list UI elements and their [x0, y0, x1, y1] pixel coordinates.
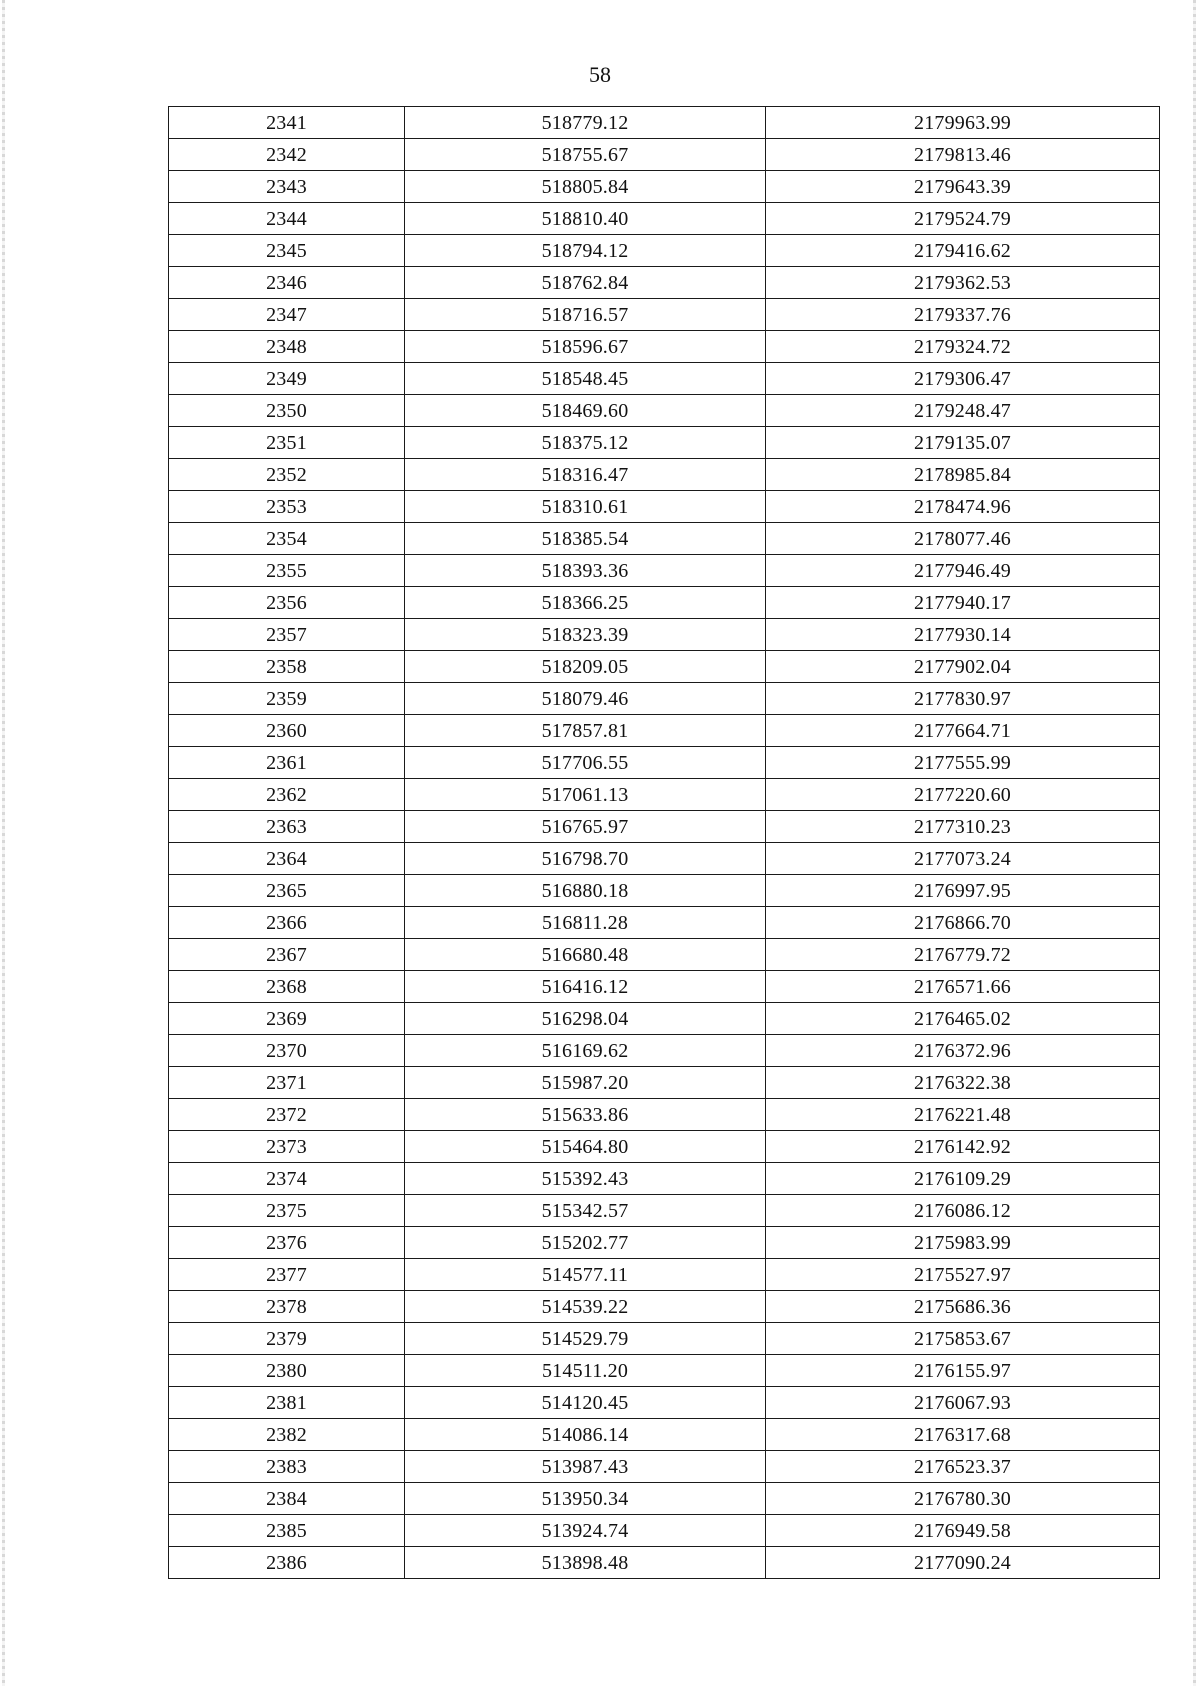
point-number-cell: 2342 [169, 139, 405, 171]
table-row [169, 459, 1160, 491]
table-row [169, 811, 1160, 843]
x-coordinate-cell: 513924.74 [405, 1515, 766, 1547]
point-number-cell: 2376 [169, 1227, 405, 1259]
x-coordinate-cell: 516798.70 [405, 843, 766, 875]
x-coordinate-cell: 518762.84 [405, 267, 766, 299]
y-coordinate-cell: 2176997.95 [766, 875, 1160, 907]
y-coordinate-cell: 2176866.70 [766, 907, 1160, 939]
y-coordinate-cell: 2175853.67 [766, 1323, 1160, 1355]
table-row [169, 1003, 1160, 1035]
x-coordinate-cell: 517706.55 [405, 747, 766, 779]
table-row [169, 1291, 1160, 1323]
y-coordinate-cell: 2179813.46 [766, 139, 1160, 171]
x-coordinate-cell: 518779.12 [405, 107, 766, 139]
table-row [169, 139, 1160, 171]
y-coordinate-cell: 2179337.76 [766, 299, 1160, 331]
point-number-cell: 2370 [169, 1035, 405, 1067]
table-row [169, 1547, 1160, 1579]
x-coordinate-cell: 518794.12 [405, 235, 766, 267]
x-coordinate-cell: 517857.81 [405, 715, 766, 747]
x-coordinate-cell: 514577.11 [405, 1259, 766, 1291]
y-coordinate-cell: 2177664.71 [766, 715, 1160, 747]
x-coordinate-cell: 516680.48 [405, 939, 766, 971]
point-number-cell: 2380 [169, 1355, 405, 1387]
x-coordinate-cell: 518323.39 [405, 619, 766, 651]
point-number-cell: 2345 [169, 235, 405, 267]
point-number-cell: 2381 [169, 1387, 405, 1419]
x-coordinate-cell: 518385.54 [405, 523, 766, 555]
y-coordinate-cell: 2176372.96 [766, 1035, 1160, 1067]
table-row [169, 267, 1160, 299]
x-coordinate-cell: 518079.46 [405, 683, 766, 715]
x-coordinate-cell: 516880.18 [405, 875, 766, 907]
table-row [169, 363, 1160, 395]
point-number-cell: 2354 [169, 523, 405, 555]
table-row [169, 1387, 1160, 1419]
x-coordinate-cell: 518596.67 [405, 331, 766, 363]
x-coordinate-cell: 514539.22 [405, 1291, 766, 1323]
point-number-cell: 2373 [169, 1131, 405, 1163]
y-coordinate-cell: 2179524.79 [766, 203, 1160, 235]
x-coordinate-cell: 514511.20 [405, 1355, 766, 1387]
table-row [169, 747, 1160, 779]
y-coordinate-cell: 2176109.29 [766, 1163, 1160, 1195]
x-coordinate-cell: 518375.12 [405, 427, 766, 459]
point-number-cell: 2385 [169, 1515, 405, 1547]
point-number-cell: 2352 [169, 459, 405, 491]
point-number-cell: 2349 [169, 363, 405, 395]
table-row [169, 587, 1160, 619]
y-coordinate-cell: 2176523.37 [766, 1451, 1160, 1483]
table-row [169, 555, 1160, 587]
y-coordinate-cell: 2177090.24 [766, 1547, 1160, 1579]
point-number-cell: 2384 [169, 1483, 405, 1515]
table-row [169, 1515, 1160, 1547]
point-number-cell: 2350 [169, 395, 405, 427]
x-coordinate-cell: 516416.12 [405, 971, 766, 1003]
y-coordinate-cell: 2176086.12 [766, 1195, 1160, 1227]
y-coordinate-cell: 2176155.97 [766, 1355, 1160, 1387]
table-row [169, 1483, 1160, 1515]
y-coordinate-cell: 2176317.68 [766, 1419, 1160, 1451]
table-body [169, 107, 1160, 1579]
x-coordinate-cell: 516811.28 [405, 907, 766, 939]
point-number-cell: 2341 [169, 107, 405, 139]
table-row [169, 1131, 1160, 1163]
table-row [169, 1259, 1160, 1291]
x-coordinate-cell: 513987.43 [405, 1451, 766, 1483]
table-row [169, 395, 1160, 427]
y-coordinate-cell: 2179324.72 [766, 331, 1160, 363]
x-coordinate-cell: 515342.57 [405, 1195, 766, 1227]
y-coordinate-cell: 2177830.97 [766, 683, 1160, 715]
scan-edge-left [2, 0, 5, 1686]
y-coordinate-cell: 2177940.17 [766, 587, 1160, 619]
table-row [169, 331, 1160, 363]
x-coordinate-cell: 514529.79 [405, 1323, 766, 1355]
point-number-cell: 2386 [169, 1547, 405, 1579]
x-coordinate-cell: 518209.05 [405, 651, 766, 683]
y-coordinate-cell: 2179643.39 [766, 171, 1160, 203]
x-coordinate-cell: 513950.34 [405, 1483, 766, 1515]
y-coordinate-cell: 2176322.38 [766, 1067, 1160, 1099]
point-number-cell: 2366 [169, 907, 405, 939]
table-row [169, 683, 1160, 715]
y-coordinate-cell: 2179362.53 [766, 267, 1160, 299]
y-coordinate-cell: 2179963.99 [766, 107, 1160, 139]
table-row [169, 523, 1160, 555]
table-row [169, 1451, 1160, 1483]
point-number-cell: 2351 [169, 427, 405, 459]
point-number-cell: 2374 [169, 1163, 405, 1195]
table-row [169, 491, 1160, 523]
point-number-cell: 2379 [169, 1323, 405, 1355]
x-coordinate-cell: 518366.25 [405, 587, 766, 619]
y-coordinate-cell: 2179416.62 [766, 235, 1160, 267]
page-number: 58 [589, 62, 611, 87]
point-number-cell: 2346 [169, 267, 405, 299]
point-number-cell: 2377 [169, 1259, 405, 1291]
point-number-cell: 2383 [169, 1451, 405, 1483]
table-row [169, 619, 1160, 651]
y-coordinate-cell: 2176142.92 [766, 1131, 1160, 1163]
point-number-cell: 2365 [169, 875, 405, 907]
y-coordinate-cell: 2176221.48 [766, 1099, 1160, 1131]
y-coordinate-cell: 2175527.97 [766, 1259, 1160, 1291]
point-number-cell: 2362 [169, 779, 405, 811]
table-row [169, 1099, 1160, 1131]
table-row [169, 1355, 1160, 1387]
y-coordinate-cell: 2177220.60 [766, 779, 1160, 811]
x-coordinate-cell: 518310.61 [405, 491, 766, 523]
table-row [169, 907, 1160, 939]
table-row [169, 651, 1160, 683]
x-coordinate-cell: 518805.84 [405, 171, 766, 203]
y-coordinate-cell: 2176067.93 [766, 1387, 1160, 1419]
point-number-cell: 2363 [169, 811, 405, 843]
point-number-cell: 2357 [169, 619, 405, 651]
x-coordinate-cell: 518393.36 [405, 555, 766, 587]
point-number-cell: 2356 [169, 587, 405, 619]
y-coordinate-cell: 2179248.47 [766, 395, 1160, 427]
table-row [169, 875, 1160, 907]
x-coordinate-cell: 515987.20 [405, 1067, 766, 1099]
y-coordinate-cell: 2176571.66 [766, 971, 1160, 1003]
point-number-cell: 2344 [169, 203, 405, 235]
table-row [169, 171, 1160, 203]
x-coordinate-cell: 516169.62 [405, 1035, 766, 1067]
point-number-cell: 2343 [169, 171, 405, 203]
coordinates-table-container [168, 106, 1159, 1579]
x-coordinate-cell: 514086.14 [405, 1419, 766, 1451]
y-coordinate-cell: 2175983.99 [766, 1227, 1160, 1259]
point-number-cell: 2378 [169, 1291, 405, 1323]
table-row [169, 427, 1160, 459]
y-coordinate-cell: 2177073.24 [766, 843, 1160, 875]
y-coordinate-cell: 2176465.02 [766, 1003, 1160, 1035]
x-coordinate-cell: 517061.13 [405, 779, 766, 811]
x-coordinate-cell: 515464.80 [405, 1131, 766, 1163]
x-coordinate-cell: 518755.67 [405, 139, 766, 171]
point-number-cell: 2375 [169, 1195, 405, 1227]
y-coordinate-cell: 2177902.04 [766, 651, 1160, 683]
y-coordinate-cell: 2176949.58 [766, 1515, 1160, 1547]
x-coordinate-cell: 518548.45 [405, 363, 766, 395]
y-coordinate-cell: 2175686.36 [766, 1291, 1160, 1323]
x-coordinate-cell: 518469.60 [405, 395, 766, 427]
x-coordinate-cell: 518716.57 [405, 299, 766, 331]
y-coordinate-cell: 2178474.96 [766, 491, 1160, 523]
point-number-cell: 2359 [169, 683, 405, 715]
x-coordinate-cell: 515633.86 [405, 1099, 766, 1131]
table-row [169, 107, 1160, 139]
table-row [169, 1227, 1160, 1259]
point-number-cell: 2368 [169, 971, 405, 1003]
x-coordinate-cell: 516765.97 [405, 811, 766, 843]
table-row [169, 235, 1160, 267]
scan-edge-right [1193, 0, 1196, 1686]
table-row [169, 299, 1160, 331]
x-coordinate-cell: 516298.04 [405, 1003, 766, 1035]
table-row [169, 1419, 1160, 1451]
y-coordinate-cell: 2177310.23 [766, 811, 1160, 843]
point-number-cell: 2360 [169, 715, 405, 747]
y-coordinate-cell: 2179135.07 [766, 427, 1160, 459]
x-coordinate-cell: 513898.48 [405, 1547, 766, 1579]
table-row [169, 1067, 1160, 1099]
y-coordinate-cell: 2177555.99 [766, 747, 1160, 779]
table-row [169, 971, 1160, 1003]
x-coordinate-cell: 514120.45 [405, 1387, 766, 1419]
point-number-cell: 2348 [169, 331, 405, 363]
y-coordinate-cell: 2179306.47 [766, 363, 1160, 395]
x-coordinate-cell: 515202.77 [405, 1227, 766, 1259]
y-coordinate-cell: 2178985.84 [766, 459, 1160, 491]
point-number-cell: 2353 [169, 491, 405, 523]
table-row [169, 939, 1160, 971]
point-number-cell: 2361 [169, 747, 405, 779]
table-row [169, 1195, 1160, 1227]
coordinates-table [168, 106, 1160, 1579]
x-coordinate-cell: 518316.47 [405, 459, 766, 491]
y-coordinate-cell: 2177930.14 [766, 619, 1160, 651]
point-number-cell: 2347 [169, 299, 405, 331]
table-row [169, 715, 1160, 747]
y-coordinate-cell: 2178077.46 [766, 523, 1160, 555]
table-row [169, 1035, 1160, 1067]
y-coordinate-cell: 2176780.30 [766, 1483, 1160, 1515]
x-coordinate-cell: 515392.43 [405, 1163, 766, 1195]
point-number-cell: 2367 [169, 939, 405, 971]
table-row [169, 203, 1160, 235]
table-row [169, 779, 1160, 811]
x-coordinate-cell: 518810.40 [405, 203, 766, 235]
point-number-cell: 2364 [169, 843, 405, 875]
point-number-cell: 2382 [169, 1419, 405, 1451]
point-number-cell: 2355 [169, 555, 405, 587]
table-row [169, 1163, 1160, 1195]
table-row [169, 1323, 1160, 1355]
point-number-cell: 2371 [169, 1067, 405, 1099]
point-number-cell: 2369 [169, 1003, 405, 1035]
y-coordinate-cell: 2177946.49 [766, 555, 1160, 587]
table-row [169, 843, 1160, 875]
point-number-cell: 2372 [169, 1099, 405, 1131]
point-number-cell: 2358 [169, 651, 405, 683]
y-coordinate-cell: 2176779.72 [766, 939, 1160, 971]
